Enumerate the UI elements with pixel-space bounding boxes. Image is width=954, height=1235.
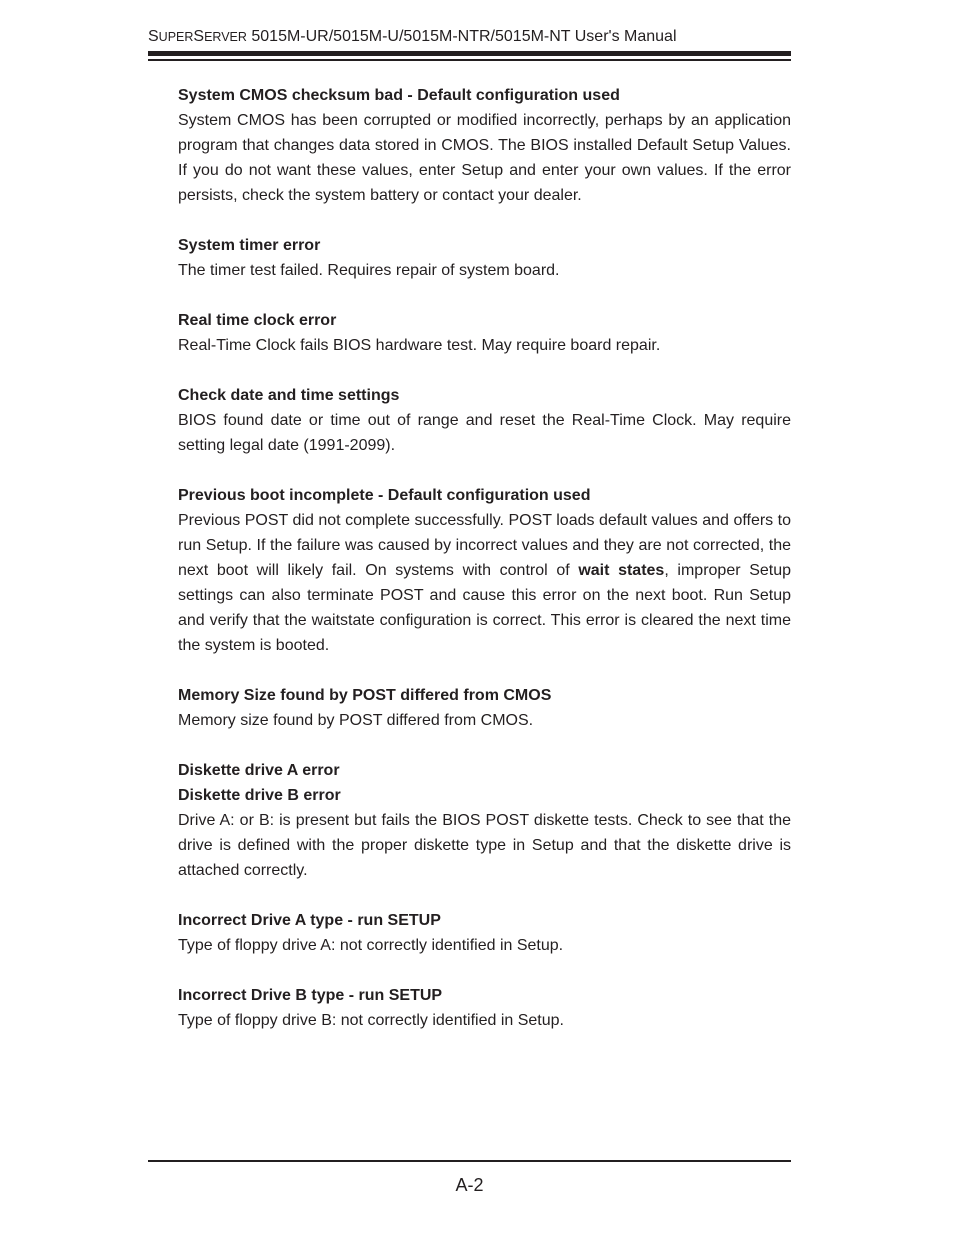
error-entry-title: Diskette drive A error (178, 762, 340, 779)
error-entry-description: System CMOS has been corrupted or modified incorrectly, perhaps by an application program that changes data stored in CMOS. The BIOS installed Default Setup Values. If you do not want these values, enter Setup and enter your own values. If the error persists, check the system battery or contact your dealer. (178, 112, 791, 204)
header-rule-thick (148, 51, 791, 56)
error-entry-description: The timer test failed. Requires repair of system board. (178, 262, 560, 279)
error-entry-description: Drive A: or B: is present but fails the BIOS POST diskette tests. Check to see that the drive is defined with the proper diskette type in Setup and that the diskette drive is attached correctly. (178, 812, 791, 879)
error-entry-title: Real time clock error (178, 312, 337, 329)
header-title-s2: S (193, 28, 205, 45)
description-text-before: Previous POST did not complete successfully. POST loads default values and offers to run Setup. If the failure was caused by incorrect values and they are not corrected, the next boot will likely fail. On systems with control of (178, 512, 791, 579)
description-emphasis: wait states (578, 562, 665, 579)
error-entry-drive-a-type (178, 908, 791, 958)
footer-rule (148, 1160, 791, 1162)
header-title-sc2: ERVER (204, 30, 247, 44)
description-text-after: , improper Setup settings can also terminate POST and cause this error on the next boot. Run Setup and verify that the waitstate configuration is correct. This error is cleared the next time the system is booted. (178, 562, 792, 654)
header-title-s1: S (148, 28, 159, 45)
header-title-rest: 5015M-UR/5015M-U/5015M-NTR/5015M-NT User's Manual (246, 28, 677, 45)
error-entry-title-secondary: Diskette drive B error (178, 787, 341, 804)
error-entry-description (178, 508, 791, 658)
error-message-list (178, 83, 791, 1058)
error-entry-real-time-clock (178, 308, 791, 358)
error-entry-title: System timer error (178, 237, 321, 254)
manual-header-title (148, 27, 677, 47)
header-rule-thin (148, 59, 791, 61)
error-entry-cmos-checksum (178, 83, 791, 208)
error-entry-title: Memory Size found by POST differed from CMOS (178, 687, 552, 704)
error-entry-title: Check date and time settings (178, 387, 400, 404)
error-entry-memory-size (178, 683, 791, 733)
error-entry-description: Memory size found by POST differed from CMOS. (178, 712, 534, 729)
error-entry-description: Real-Time Clock fails BIOS hardware test. May require board repair. (178, 337, 661, 354)
error-entry-description: Type of floppy drive B: not correctly identified in Setup. (178, 1012, 564, 1029)
error-entry-diskette-drive (178, 758, 791, 883)
error-entry-description: BIOS found date or time out of range and reset the Real-Time Clock. May require setting legal date (1991-2099). (178, 412, 791, 454)
header-title-sc1: UPER (158, 30, 194, 44)
error-entry-title: System CMOS checksum bad - Default configuration used (178, 87, 620, 104)
page-number: A-2 (455, 1175, 484, 1195)
error-entry-system-timer (178, 233, 791, 283)
error-entry-title: Incorrect Drive A type - run SETUP (178, 912, 441, 929)
error-entry-title: Incorrect Drive B type - run SETUP (178, 987, 443, 1004)
error-entry-previous-boot (178, 483, 791, 658)
error-entry-drive-b-type (178, 983, 791, 1033)
error-entry-date-time (178, 383, 791, 458)
error-entry-description: Type of floppy drive A: not correctly identified in Setup. (178, 937, 564, 954)
error-entry-title: Previous boot incomplete - Default configuration used (178, 487, 591, 504)
